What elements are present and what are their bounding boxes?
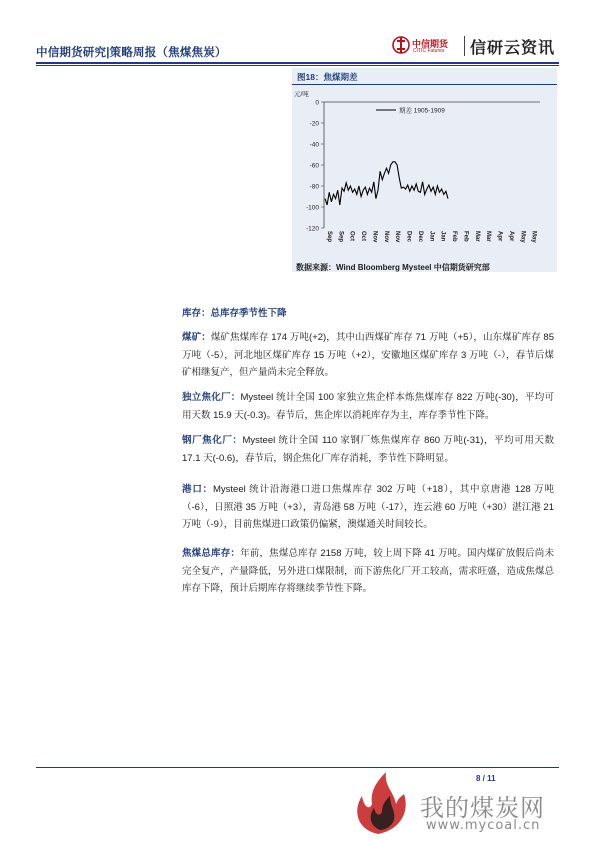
paragraph-text: Mysteel 统计全国 110 家钢厂炼焦煤库存 860 万吨(-31)，平均可用天数 17.1 天(-0.6)，春节后，钢企焦化厂库存消耗，季节性下降明显。	[182, 435, 554, 464]
figure-title-rule	[292, 84, 557, 85]
x-tick-label: Nov	[371, 231, 378, 243]
y-tick-label: 0	[315, 99, 319, 107]
figure-panel	[292, 68, 557, 272]
section-heading: 库存：总库存季节性下降	[182, 308, 287, 319]
footer-rule	[36, 767, 559, 768]
figure-source: 数据来源：Wind Bloomberg Mysteel 中信期货研究部	[296, 263, 490, 272]
x-tick-label: Sep	[326, 231, 332, 243]
x-tick-label: Sep	[337, 231, 344, 243]
x-tick-label: May	[530, 231, 537, 243]
spread-line-chart	[292, 86, 557, 262]
logo-cn-text: 中信期货	[412, 39, 449, 49]
paragraph-text: 年前，焦煤总库存 2158 万吨，较上周下降 41 万吨。国内煤矿放假后尚未完全复产，产量降低，另外进口煤限制，而下游焦化厂开工较高，需求旺盛，造成焦煤总库存下降，预计后期库存将继续季节性下降。	[182, 548, 554, 594]
x-tick-label: May	[519, 231, 526, 243]
y-tick-label: -40	[309, 141, 319, 149]
watermark-url: www.mycoal.cn	[426, 818, 541, 833]
paragraph-text: Mysteel 统计全国 100 家独立焦企样本炼焦煤库存 822 万吨(-30)，平均可用天数 15.9 天(-0.3)。春节后，焦企库以消耗库存为主，库存季节性下降。	[182, 392, 554, 421]
paragraph-text: 煤矿焦煤库存 174 万吨(+2)，其中山西煤矿库存 71 万吨（+5），山东煤矿库存 85 万吨（-5），河北地区煤矿库存 15 万吨（+2），安徽地区煤矿库存 3 万吨（-），春节后煤矿相继复产，但产量尚未完全释放。	[182, 332, 554, 378]
paragraph-lead: 焦煤总库存：	[182, 548, 241, 559]
x-tick-label: Mar	[473, 231, 480, 242]
y-tick-label: -80	[309, 183, 319, 191]
x-tick-label: Apr	[507, 231, 514, 242]
x-tick-label: Nov	[394, 231, 401, 243]
paragraph-lead: 港口：	[182, 484, 213, 495]
x-tick-label: Jan	[439, 231, 446, 242]
series-line	[325, 162, 448, 205]
logo-en-text: CITIC Futures	[413, 48, 445, 54]
logo-separator	[464, 36, 465, 56]
y-axis-label: 元/吨	[294, 91, 309, 98]
y-tick-label: -120	[305, 225, 319, 233]
x-tick-label: Nov	[382, 231, 389, 243]
paragraph-text: Mysteel 统计沿海港口进口焦煤库存 302 万吨（+18），其中京唐港 128 万吨（-6），日照港 35 万吨（+3），青岛港 58 万吨（-17），连云港 60 万吨（+30）湛江港 21 万吨（-9），目前焦煤进口政策仍偏紧，澳煤通关时间较长。	[182, 484, 554, 530]
brand-name: 信研云资讯	[470, 38, 556, 57]
figure-title: 图18：焦煤期差	[297, 72, 358, 82]
paragraph-lead: 钢厂焦化厂：	[182, 435, 243, 446]
x-tick-label: Feb	[451, 231, 458, 242]
paragraph-coal-mine	[182, 329, 554, 382]
paragraph-total-inventory	[182, 545, 554, 598]
x-tick-label: Oct	[360, 231, 367, 242]
paragraph-lead: 煤矿：	[182, 332, 211, 343]
x-tick-label: Oct	[348, 231, 355, 242]
x-tick-label: Apr	[496, 231, 503, 242]
y-tick-label: -60	[309, 162, 319, 170]
x-tick-label: Jan	[428, 231, 435, 242]
y-tick-label: -20	[309, 120, 319, 128]
watermark-text: 我的煤炭网	[420, 794, 545, 822]
flame-watermark-icon	[344, 764, 416, 836]
paragraph-steel-coking	[182, 432, 554, 467]
x-tick-label: Dec	[405, 231, 412, 243]
legend-label: 期差 1905-1909	[399, 107, 445, 115]
paragraph-lead: 独立焦化厂：	[182, 392, 241, 403]
citic-logo-icon	[392, 34, 410, 56]
page-number: 8 / 11	[476, 774, 496, 783]
header-rule-thin	[36, 65, 559, 66]
paragraph-independent-coking	[182, 389, 554, 424]
x-tick-label: Dec	[416, 231, 423, 243]
header-logo	[392, 34, 560, 60]
x-tick-label: Feb	[462, 231, 469, 242]
header-rule	[36, 62, 559, 64]
header-title: 中信期货研究|策略周报（焦煤焦炭）	[36, 47, 227, 59]
paragraph-port	[182, 481, 554, 534]
x-tick-label: Mar	[485, 231, 492, 242]
y-tick-label: -100	[305, 204, 319, 212]
